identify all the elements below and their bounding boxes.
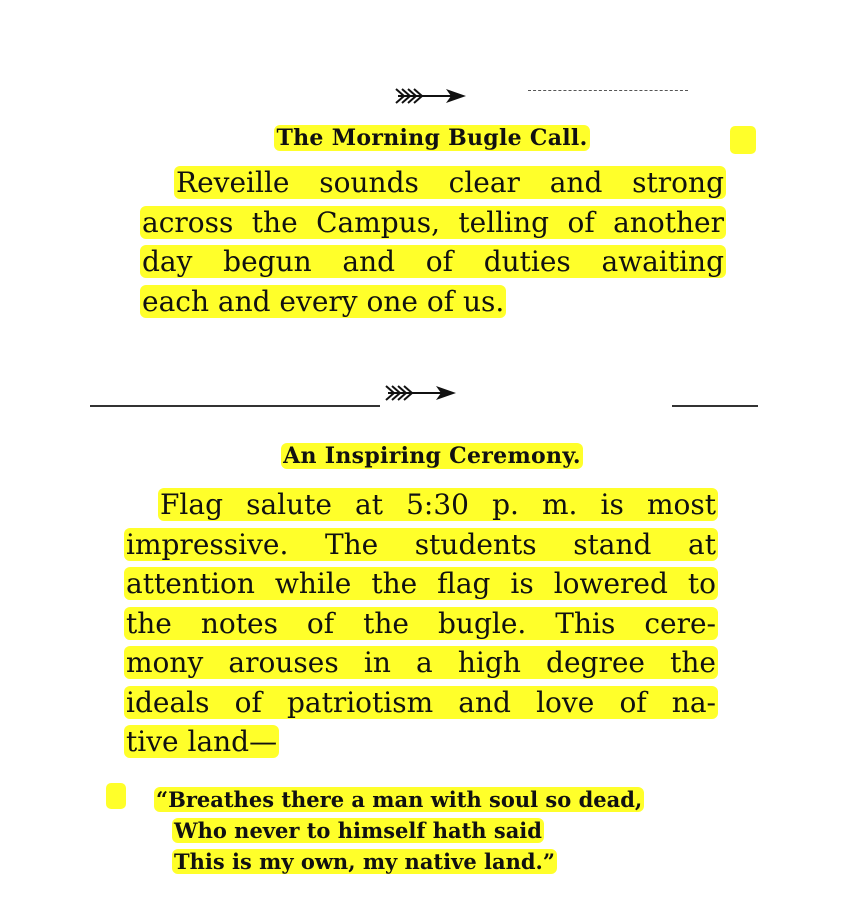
section1-heading: The Morning Bugle Call. bbox=[276, 125, 588, 151]
divider bbox=[672, 405, 758, 407]
paragraph-line: the notes of the bugle. This cere- bbox=[126, 606, 716, 640]
paragraph-line: each and every one of us. bbox=[142, 284, 505, 318]
poem-line: “Breathes there a man with soul so dead, bbox=[156, 787, 643, 812]
highlight-mark bbox=[730, 126, 756, 154]
section2-paragraph bbox=[124, 485, 718, 762]
arrow-ornament-icon bbox=[394, 86, 468, 106]
poem-quote bbox=[154, 784, 644, 877]
divider bbox=[528, 90, 688, 92]
paragraph-line: ideals of patriotism and love of na- bbox=[126, 685, 716, 719]
paragraph-line: mony arouses in a high degree the bbox=[126, 646, 716, 679]
poem-line: Who never to himself hath said bbox=[174, 818, 542, 843]
section2-heading: An Inspiring Ceremony. bbox=[283, 443, 581, 469]
paragraph-line: day begun and of duties awaiting bbox=[142, 245, 724, 278]
paragraph-line: Flag salute at 5:30 p. m. is most bbox=[160, 488, 716, 521]
paragraph-line: across the Campus, telling of another bbox=[142, 205, 724, 239]
highlight-mark bbox=[106, 783, 126, 809]
arrow-ornament-icon bbox=[384, 383, 458, 403]
divider bbox=[90, 405, 380, 407]
paragraph-line: Reveille sounds clear and strong bbox=[176, 166, 724, 199]
poem-line: This is my own, my native land.” bbox=[174, 849, 555, 874]
section1-paragraph bbox=[140, 163, 726, 321]
paragraph-line: impressive. The students stand at bbox=[126, 527, 716, 561]
paragraph-line: attention while the flag is lowered to bbox=[126, 567, 716, 600]
paragraph-line: tive land— bbox=[126, 725, 278, 758]
